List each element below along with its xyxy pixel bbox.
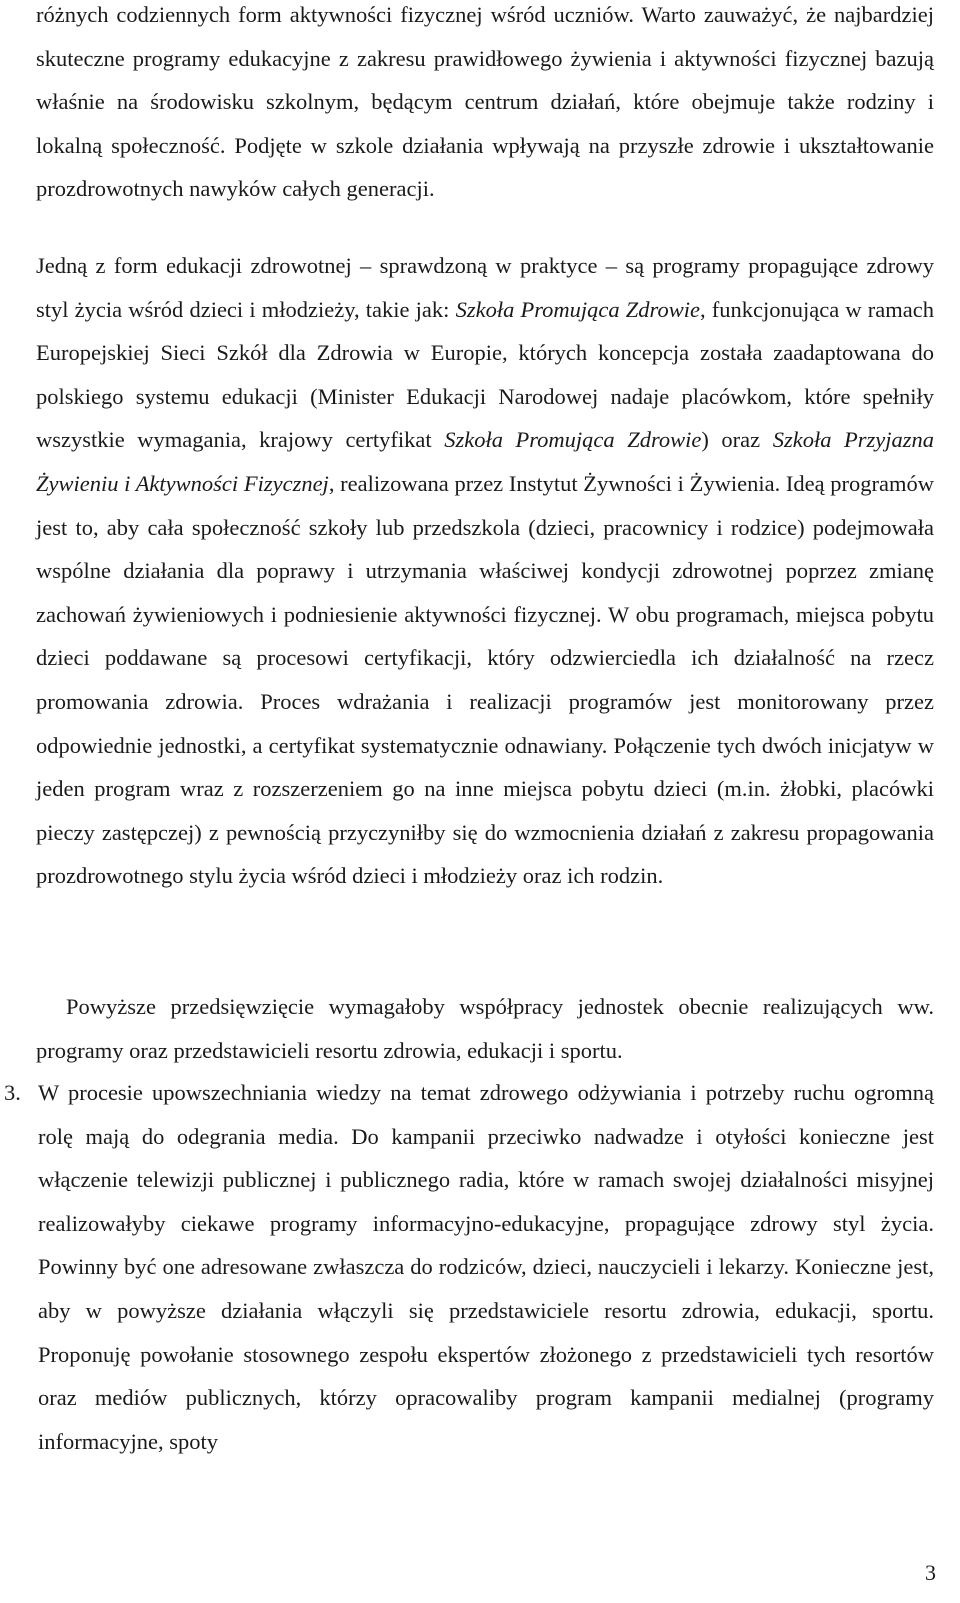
certificate-name-school-promoting-health: Szkoła Promująca Zdrowie [444,427,702,453]
paragraph-cooperation: Powyższe przedsięwzięcie wymagałoby współpracy jednostek obecnie realizujących ww. programy oraz przedstawicieli resortu zdrowia, edukacji i sportu. [36,994,934,1063]
program-name-school-promoting-health: Szkoła Promująca Zdrowie [455,296,700,322]
paragraph-text-part-1: Jedną z form edukacji zdrowotnej – sprawdzoną w praktyce – są programy propagujące zdrowy styl życia wśród dzieci i młodzieży, takie jak: [36,253,934,322]
paragraph-school-environment: różnych codziennych form aktywności fizycznej wśród uczniów. Warto zauważyć, że najbardziej skuteczne programy edukacyjne z zakresu prawidłowego żywienia i aktywności fizycznej bazują właśnie na środowisku szkolnym, będącym centrum działań, które obejmuje także rodziny i lokalną społeczność. Podjęte w szkole działania wpływają na przyszłe zdrowie i ukształtowanie prozdrowotnych nawyków całych generacji. [36,2,934,202]
paragraph-text-part-4: , realizowana przez Instytut Żywności i Żywienia. Ideą programów jest to, aby cała społeczność szkoły lub przedszkola (dzieci, pracownicy i rodzice) podejmowała wspólne działania dla poprawy i utrzymania właściwej kondycji zdrowotnej poprzez zmianę zachowań żywieniowych i podniesienie aktywności fizycznej. W obu programach, miejsca pobytu dzieci poddawane są procesowi certyfikacji, który odzwierciedla ich działalność na rzecz promowania zdrowia. Proces wdrażania i realizacji programów jest monitorowany przez odpowiednie jednostki, a certyfikat systematycznie odnawiany. Połączenie tych dwóch inicjatyw w jeden program wraz z rozszerzeniem go na inne miejsca pobytu dzieci (m.in. żłobki, placówki pieczy zastępczej) z pewnością przyczyniłby się do wzmocnienia działań z zakresu propagowania prozdrowotnego stylu życia wśród dzieci i młodzieży oraz ich rodzin. [36,470,934,889]
paragraph-text-part-3: ) oraz [701,427,773,453]
page-number: 3 [925,1560,936,1585]
paragraph-health-programs [36,244,934,898]
program-name-nutrition-friendly-school: Szkoła Przyjazna Żywieniu i Aktywności Fizycznej [36,427,934,496]
paragraph-text-part-2: , funkcjonująca w ramach Europejskiej Sieci Szkół dla Zdrowia w Europie, których koncepcja została zaadaptowana do polskiego systemu edukacji (Minister Edukacji Narodowej nadaje placówkom, które spełniły wszystkie wymagania, krajowy certyfikat [36,296,934,453]
list-item-number: 3. [4,1080,21,1105]
list-item-text: W procesie upowszechniania wiedzy na temat zdrowego odżywiania i potrzeby ruchu ogromną rolę mają do odegrania media. Do kampanii przeciwko nadwadze i otyłości konieczne jest włączenie telewizji publicznej i publicznego radia, które w ramach swojej działalności misyjnej realizowałyby ciekawe programy informacyjno-edukacyjne, propagujące zdrowy styl życia. Powinny być one adresowane zwłaszcza do rodziców, dzieci, nauczycieli i lekarzy. Konieczne jest, aby w powyższe działania włączyli się przedstawiciele resortu zdrowia, edukacji, sportu. Proponuję powołanie stosownego zespołu ekspertów złożonego z przedstawicieli tych resortów oraz mediów publicznych, którzy opracowaliby program kampanii medialnej (programy informacyjne, spoty [38,1080,934,1454]
